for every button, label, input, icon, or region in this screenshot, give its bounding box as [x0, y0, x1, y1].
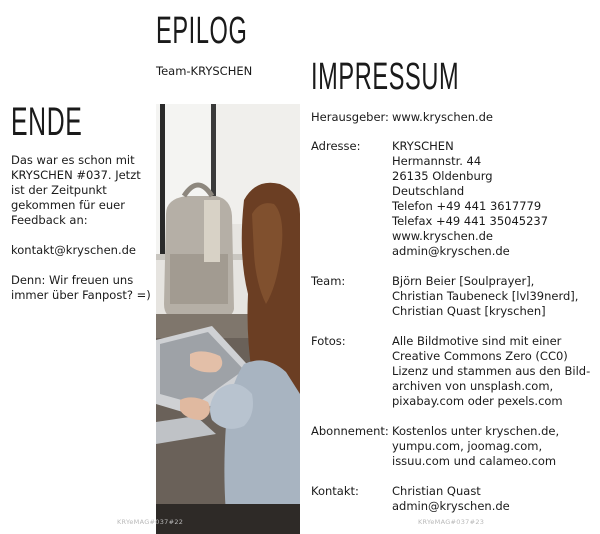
adresse-line: KRYSCHEN: [392, 139, 454, 153]
adresse-line: admin@kryschen.de: [392, 244, 510, 258]
abonnement-line: issuu.com und calameo.com: [392, 454, 557, 468]
team-member: Christian Quast [kryschen]: [392, 304, 546, 318]
fotos-line: pixabay.com oder pexels.com: [392, 394, 563, 408]
kontakt-line: admin@kryschen.de: [392, 499, 510, 513]
herausgeber-label: Herausgeber:: [311, 110, 389, 124]
adresse-label: Adresse:: [311, 139, 361, 153]
abonnement-line: Kostenlos unter kryschen.de,: [392, 424, 560, 438]
fotos-value: [392, 334, 592, 409]
fotos-line: Lizenz und stammen aus den Bild-: [392, 364, 591, 378]
adresse-value: [392, 139, 592, 259]
impressum-title: IMPRESSUM: [311, 56, 460, 98]
epilog-title: EPILOG: [156, 10, 248, 52]
ende-paragraph: Das war es schon mit KRYSCHEN #037. Jetzt ist der Zeitpunkt gekommen für euer Feedback an:: [11, 153, 141, 227]
photo-woman-laptop: [156, 104, 300, 534]
fotos-line: Creative Commons Zero (CC0): [392, 349, 568, 363]
herausgeber-website: www.kryschen.de: [392, 110, 494, 124]
adresse-line: Deutschland: [392, 184, 465, 198]
fanpost-note: Denn: Wir freuen uns immer über Fanpost? =): [11, 273, 151, 302]
kontakt-label: Kontakt:: [311, 484, 359, 498]
kontakt-line: Christian Quast: [392, 484, 481, 498]
feedback-email: kontakt@kryschen.de: [11, 243, 136, 257]
team-value: [392, 274, 592, 319]
team-member: Björn Beier [Soulprayer],: [392, 274, 535, 288]
page-footer-left: KRYeMAG#037#22: [117, 518, 184, 526]
abonnement-line: yumpu.com, joomag.com,: [392, 439, 543, 453]
herausgeber-value: [392, 110, 592, 125]
adresse-line: www.kryschen.de: [392, 229, 494, 243]
fotos-line: archiven von unsplash.com,: [392, 379, 554, 393]
adresse-line: Telefax +49 441 35045237: [392, 214, 549, 228]
adresse-line: Telefon +49 441 3617779: [392, 199, 542, 213]
team-label: Team:: [311, 274, 346, 288]
abonnement-label: Abonnement:: [311, 424, 389, 438]
photo-illustration: [156, 104, 300, 534]
team-member: Christian Taubeneck [lvl39nerd],: [392, 289, 579, 303]
adresse-line: Hermannstr. 44: [392, 154, 482, 168]
page-footer-right: KRYeMAG#037#23: [418, 518, 485, 526]
abonnement-value: [392, 424, 592, 469]
fotos-line: Alle Bildmotive sind mit einer: [392, 334, 562, 348]
fotos-label: Fotos:: [311, 334, 346, 348]
kontakt-value: [392, 484, 592, 514]
adresse-line: 26135 Oldenburg: [392, 169, 493, 183]
ende-title: ENDE: [11, 100, 83, 144]
team-byline: Team-KRYSCHEN: [156, 64, 253, 78]
